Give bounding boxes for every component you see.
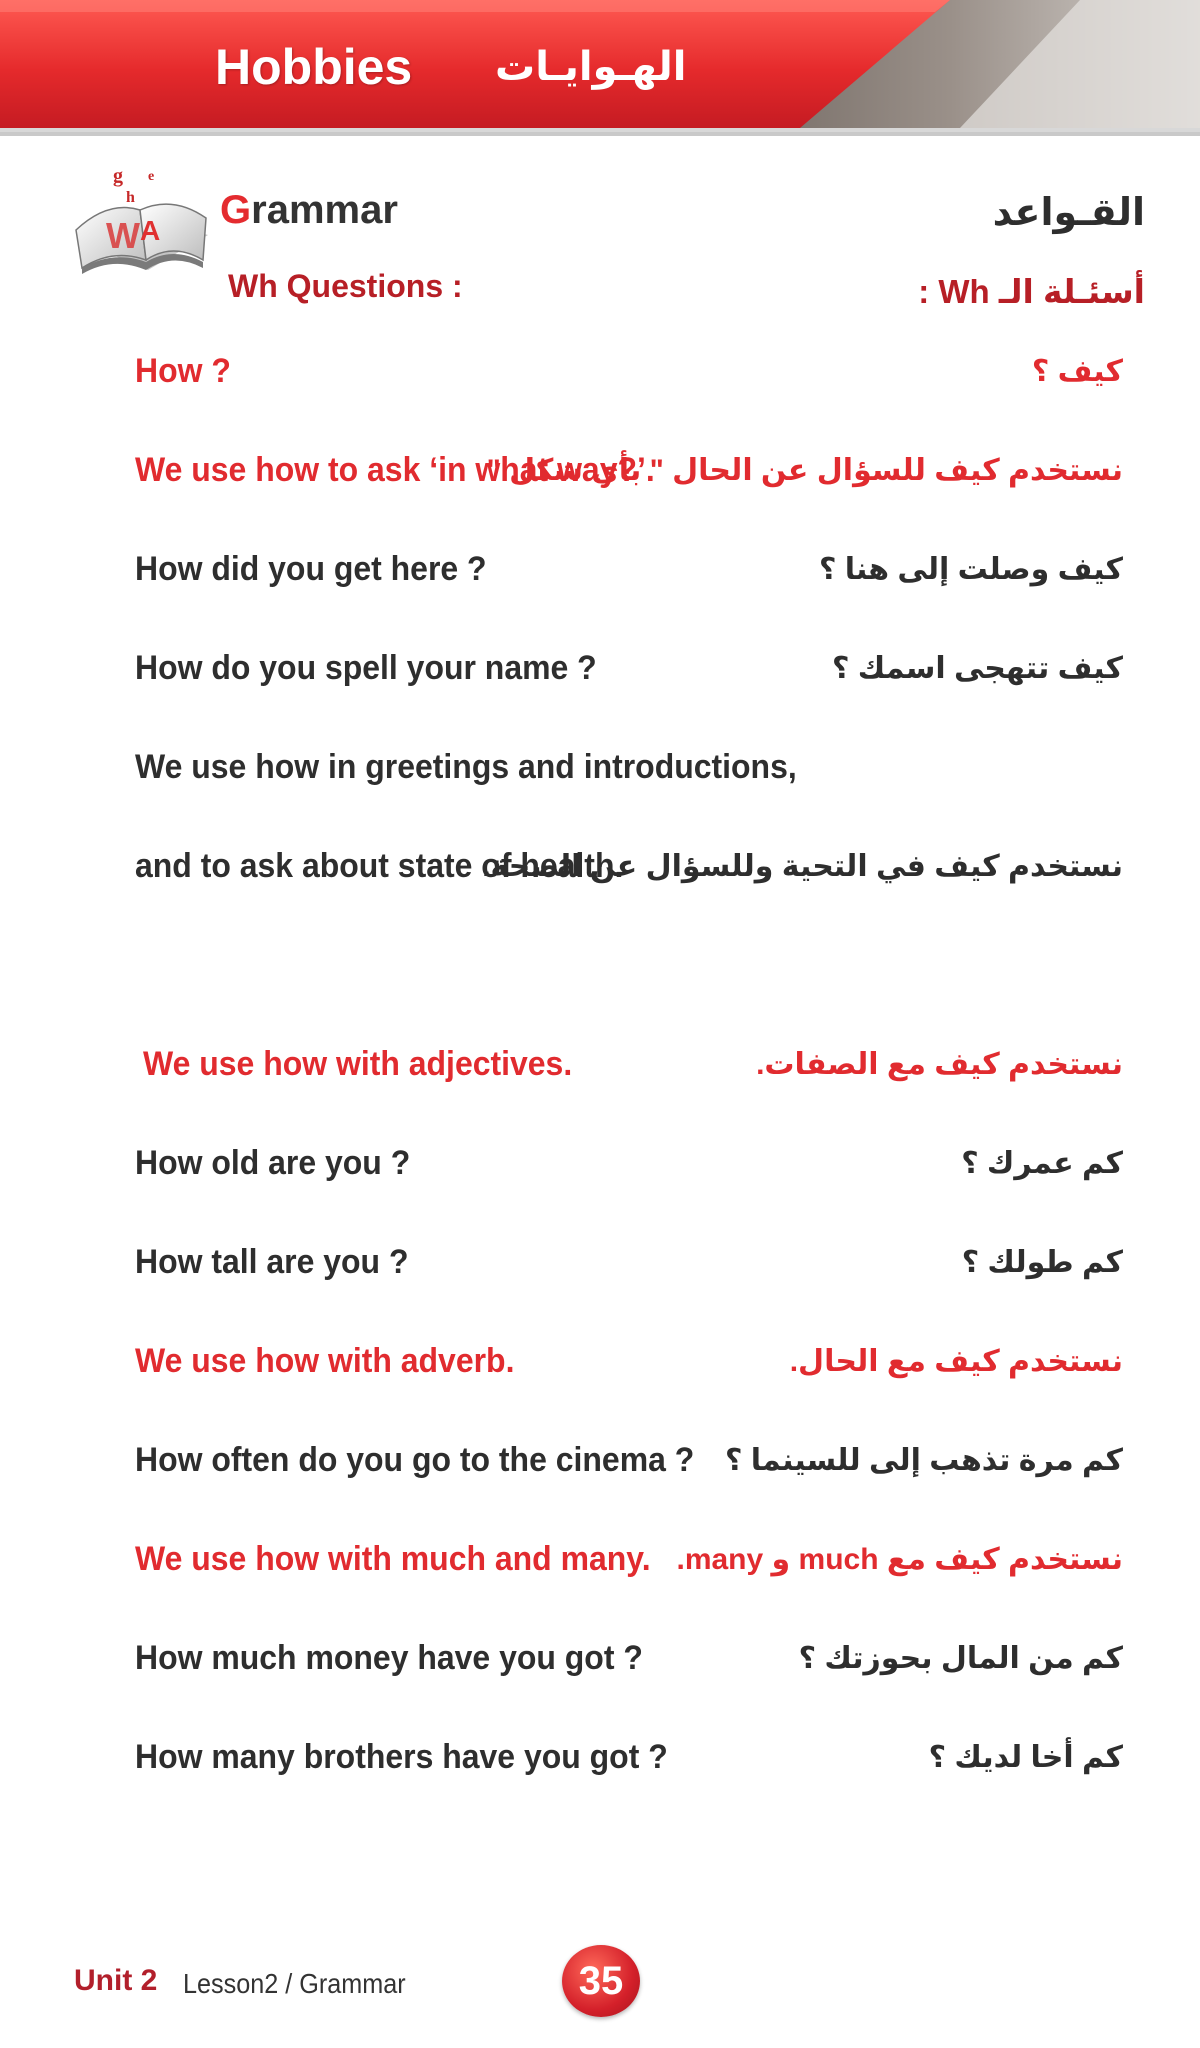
- subsection-title: Wh Questions :: [228, 268, 463, 304]
- svg-text:g: g: [113, 165, 123, 187]
- arabic-text: نستخدم كيف مع الحال.: [789, 1345, 1123, 1378]
- content-line: [0, 1540, 1200, 1590]
- svg-text:e: e: [148, 169, 155, 184]
- content-line: [0, 847, 1200, 897]
- arabic-text: كيف وصلت إلى هنا ؟: [818, 553, 1123, 586]
- arabic-text: كم طولك ؟: [961, 1246, 1123, 1279]
- arabic-text: نستخدم كيف مع much و many.: [676, 1543, 1123, 1576]
- english-text: We use how to ask ‘in what way?’.: [135, 451, 655, 489]
- content-line: [0, 1639, 1200, 1689]
- english-text: How do you spell your name ?: [135, 649, 597, 687]
- arabic-text: كم مرة تذهب إلى للسينما ؟: [725, 1444, 1123, 1477]
- book-icon: [68, 160, 218, 295]
- arabic-text: نستخدم كيف في التحية وللسؤال عن الصحة.: [482, 850, 1123, 883]
- arabic-text: نستخدم كيف مع الصفات.: [756, 1048, 1123, 1081]
- svg-text:W: W: [106, 215, 140, 256]
- content-line: [0, 352, 1200, 402]
- section-title-rest: rammar: [251, 188, 398, 232]
- arabic-text: كم أخا لديك ؟: [928, 1741, 1123, 1774]
- english-text: How often do you go to the cinema ?: [135, 1441, 695, 1479]
- arabic-text: كم من المال بحوزتك ؟: [798, 1642, 1123, 1675]
- arabic-text: كيف تتهجى اسمك ؟: [832, 652, 1123, 685]
- arabic-text: كيف ؟: [1031, 355, 1123, 388]
- content-line: [0, 1045, 1200, 1095]
- footer-unit: Unit 2: [74, 1964, 158, 1997]
- english-text: How tall are you ?: [135, 1243, 409, 1281]
- arabic-text: نستخدم كيف للسؤال عن الحال " بأي شكل ".: [478, 454, 1123, 487]
- content-line: [0, 1243, 1200, 1293]
- section-title-initial: G: [220, 188, 252, 232]
- english-text: How ?: [135, 352, 231, 390]
- english-text: How many brothers have you got ?: [135, 1738, 668, 1776]
- content-line: [0, 1441, 1200, 1491]
- english-text: We use how with much and many.: [135, 1540, 651, 1578]
- english-text: How much money have you got ?: [135, 1639, 643, 1677]
- page-number-badge: 35: [562, 1945, 640, 2017]
- content-line: [0, 451, 1200, 501]
- english-text: and to ask about state of health.: [135, 847, 624, 885]
- content-line: [0, 1342, 1200, 1392]
- english-text: We use how with adverb.: [135, 1342, 515, 1380]
- svg-text:h: h: [126, 189, 135, 206]
- english-text: How did you get here ?: [135, 550, 487, 588]
- content-line: [0, 649, 1200, 699]
- footer-lesson: Lesson2 / Grammar: [183, 1968, 406, 1999]
- subsection-title-arabic: أسئـلة الـ Wh :: [918, 273, 1145, 310]
- arabic-text: كم عمرك ؟: [961, 1147, 1123, 1180]
- content-line: [0, 1144, 1200, 1194]
- header-banner: [0, 0, 1200, 140]
- content-line: [0, 748, 1200, 798]
- english-text: How old are you ?: [135, 1144, 411, 1182]
- page-title: Hobbies: [215, 39, 413, 95]
- svg-text:A: A: [140, 215, 161, 246]
- section-title-arabic: القـواعد: [992, 192, 1145, 234]
- section-title: [220, 188, 398, 233]
- english-text: We use how with adjectives.: [143, 1045, 573, 1083]
- content-line: [0, 550, 1200, 600]
- page-title-arabic: الهـوايـات: [495, 45, 687, 89]
- english-text: We use how in greetings and introductions,: [135, 748, 797, 786]
- content-line: [0, 1738, 1200, 1788]
